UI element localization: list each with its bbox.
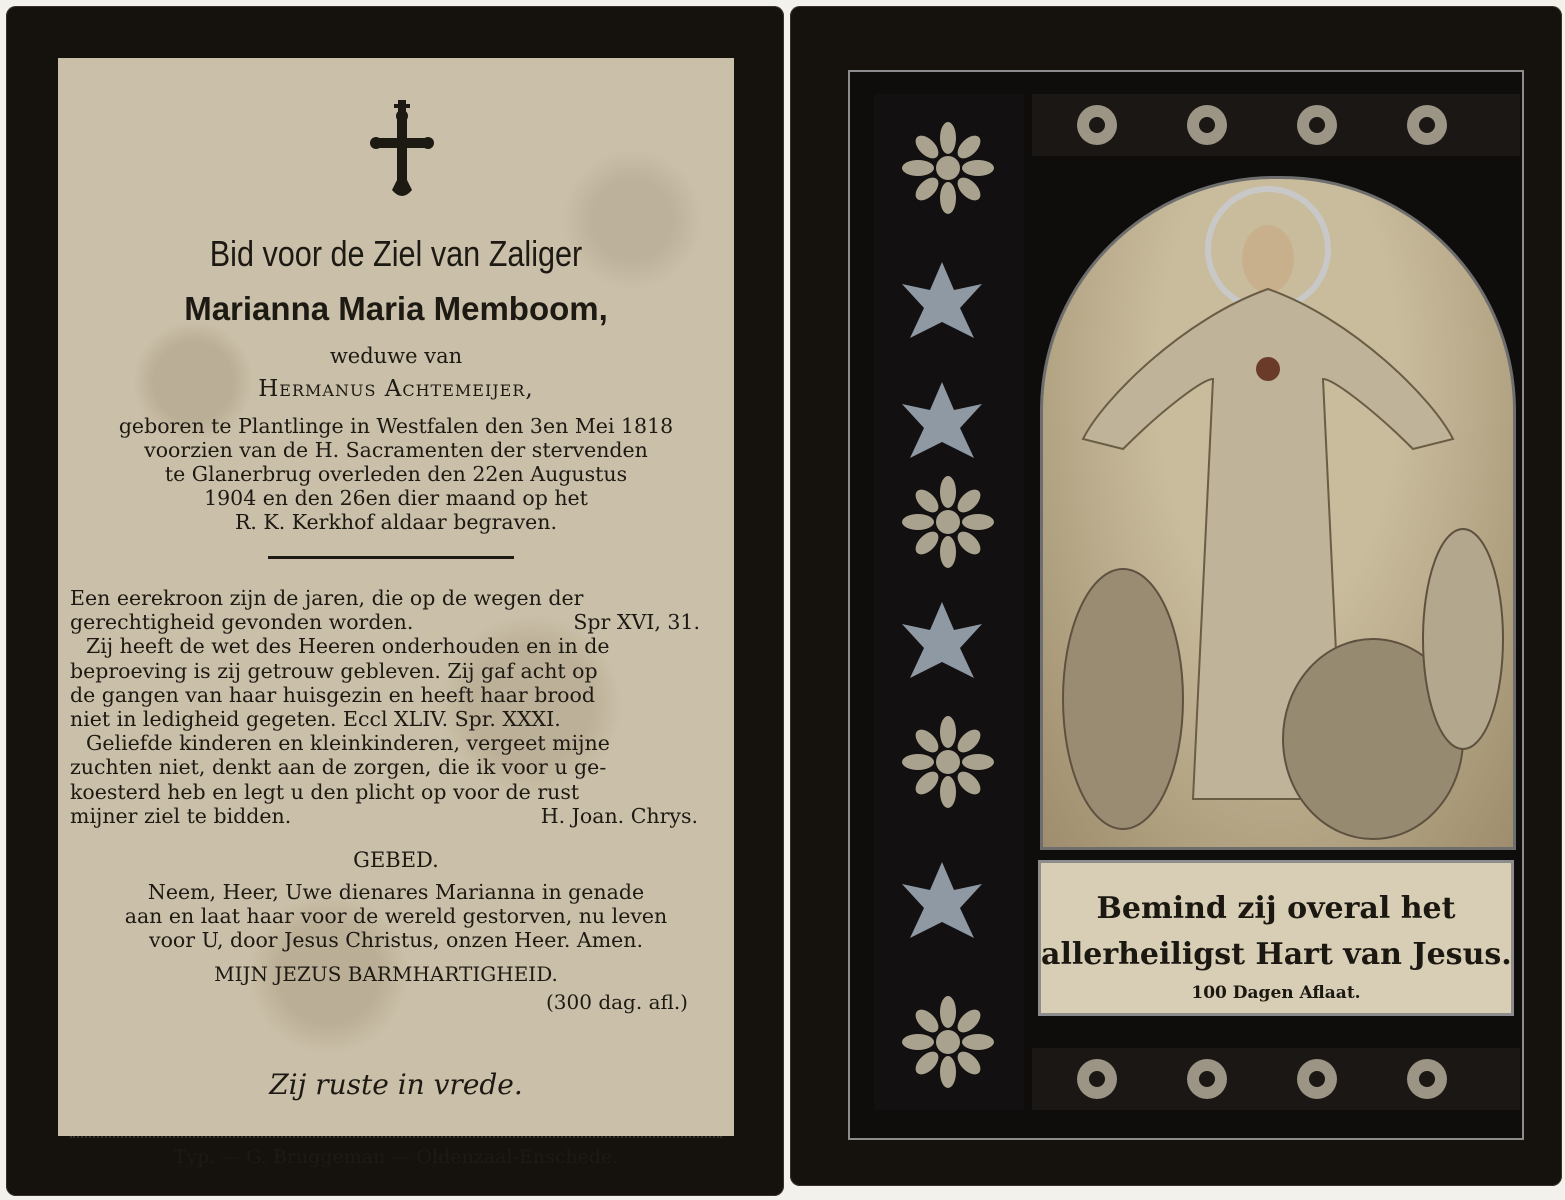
flower-ornament-icon bbox=[900, 474, 996, 570]
rosette-icon bbox=[1292, 100, 1342, 150]
flower-ornament-icon bbox=[900, 714, 996, 810]
memorial-card-image-side bbox=[790, 6, 1562, 1186]
dotted-divider bbox=[70, 1136, 722, 1138]
cross-icon bbox=[370, 94, 434, 202]
verse-reference: H. Joan. Chrys. bbox=[540, 803, 698, 828]
bio-line: te Glanerbrug overleden den 22en Augustus bbox=[164, 462, 628, 486]
prayer-heading: GEBED. bbox=[353, 848, 439, 872]
motto-panel bbox=[1038, 860, 1514, 1016]
flower-ornament-icon bbox=[900, 994, 996, 1090]
husband-name: Hermanus Achtemeijer, bbox=[258, 376, 534, 402]
card-paper bbox=[58, 58, 734, 1168]
sacred-heart-illustration bbox=[1040, 176, 1516, 850]
rosette-icon bbox=[1402, 100, 1452, 150]
verse-line: Een eerekroon zijn de jaren, die op de wegen der bbox=[70, 586, 584, 610]
rosette-band-top bbox=[1032, 94, 1520, 156]
leaf-ornament-icon bbox=[894, 854, 990, 950]
biography bbox=[68, 414, 724, 534]
verse-line: koesterd heb en legt u den plicht op voor de rust bbox=[70, 779, 580, 804]
rosette-band-bottom bbox=[1032, 1048, 1520, 1110]
memorial-card-text-side bbox=[6, 6, 784, 1196]
rosette-icon bbox=[1072, 1054, 1122, 1104]
prayer bbox=[68, 880, 724, 952]
motto-line: Bemind zij overal het bbox=[1096, 891, 1456, 926]
verse-line: de gangen van haar huisgezin en heeft haar brood bbox=[70, 682, 595, 707]
verse-line: niet in ledigheid gegeten. Eccl XLIV. Spr. XXXI. bbox=[70, 707, 561, 732]
verse-text: mijner ziel te bidden. bbox=[70, 803, 292, 828]
ejaculation: MIJN JEZUS BARMHARTIGHEID. bbox=[214, 962, 558, 986]
prayer-line: aan en laat haar voor de wereld gestorven, nu leven bbox=[124, 904, 668, 928]
verse-line bbox=[70, 610, 722, 634]
scripture-verses bbox=[70, 586, 722, 828]
verse-text: gerechtigheid gevonden worden. bbox=[70, 610, 414, 635]
prayer-line: Neem, Heer, Uwe dienares Marianna in genade bbox=[147, 880, 645, 904]
verse-line: beproeving is zij getrouw gebleven. Zij gaf acht op bbox=[70, 658, 598, 683]
card-title: Bid voor de Ziel van Zaliger bbox=[209, 233, 583, 274]
widow-of-label: weduwe van bbox=[329, 344, 463, 368]
verse-line bbox=[70, 804, 722, 828]
rosette-icon bbox=[1402, 1054, 1452, 1104]
bio-line: R. K. Kerkhof aldaar begraven. bbox=[234, 510, 558, 534]
leaf-ornament-icon bbox=[894, 374, 990, 470]
prayer-line: voor U, door Jesus Christus, onzen Heer. Amen. bbox=[148, 928, 643, 952]
deceased-name: Marianna Maria Memboom, bbox=[184, 290, 608, 327]
indulgence-note: (300 dag. afl.) bbox=[545, 990, 688, 1014]
bio-line: 1904 en den 26en dier maand op het bbox=[204, 486, 588, 510]
ornamental-frame bbox=[848, 70, 1524, 1140]
rosette-icon bbox=[1072, 100, 1122, 150]
floral-border bbox=[874, 94, 1024, 1110]
flower-ornament-icon bbox=[900, 120, 996, 216]
bio-line: voorzien van de H. Sacramenten der stervenden bbox=[144, 438, 648, 462]
rest-in-peace: Zij ruste in vrede. bbox=[269, 1068, 523, 1101]
rosette-icon bbox=[1182, 1054, 1232, 1104]
bio-line: geboren te Plantlinge in Westfalen den 3en Mei 1818 bbox=[118, 414, 674, 438]
verse-line: Geliefde kinderen en kleinkinderen, vergeet mijne bbox=[86, 731, 610, 756]
rosette-icon bbox=[1292, 1054, 1342, 1104]
verse-line: zuchten niet, denkt aan de zorgen, die ik voor u ge- bbox=[70, 755, 607, 780]
verse-reference: Spr XVI, 31. bbox=[573, 610, 700, 635]
indulgence-label: 100 Dagen Aflaat. bbox=[1191, 983, 1361, 1003]
leaf-ornament-icon bbox=[894, 594, 990, 690]
rosette-icon bbox=[1182, 100, 1232, 150]
divider bbox=[268, 556, 514, 559]
motto-line: allerheiligst Hart van Jesus. bbox=[1041, 937, 1512, 972]
jesus-figure-icon bbox=[1043, 179, 1513, 847]
printer-credit: Typ. — G. Bruggeman — Oldenzaal-Enschede. bbox=[173, 1146, 619, 1168]
verse-line: Zij heeft de wet des Heeren onderhouden en in de bbox=[86, 634, 610, 659]
leaf-ornament-icon bbox=[894, 254, 990, 350]
